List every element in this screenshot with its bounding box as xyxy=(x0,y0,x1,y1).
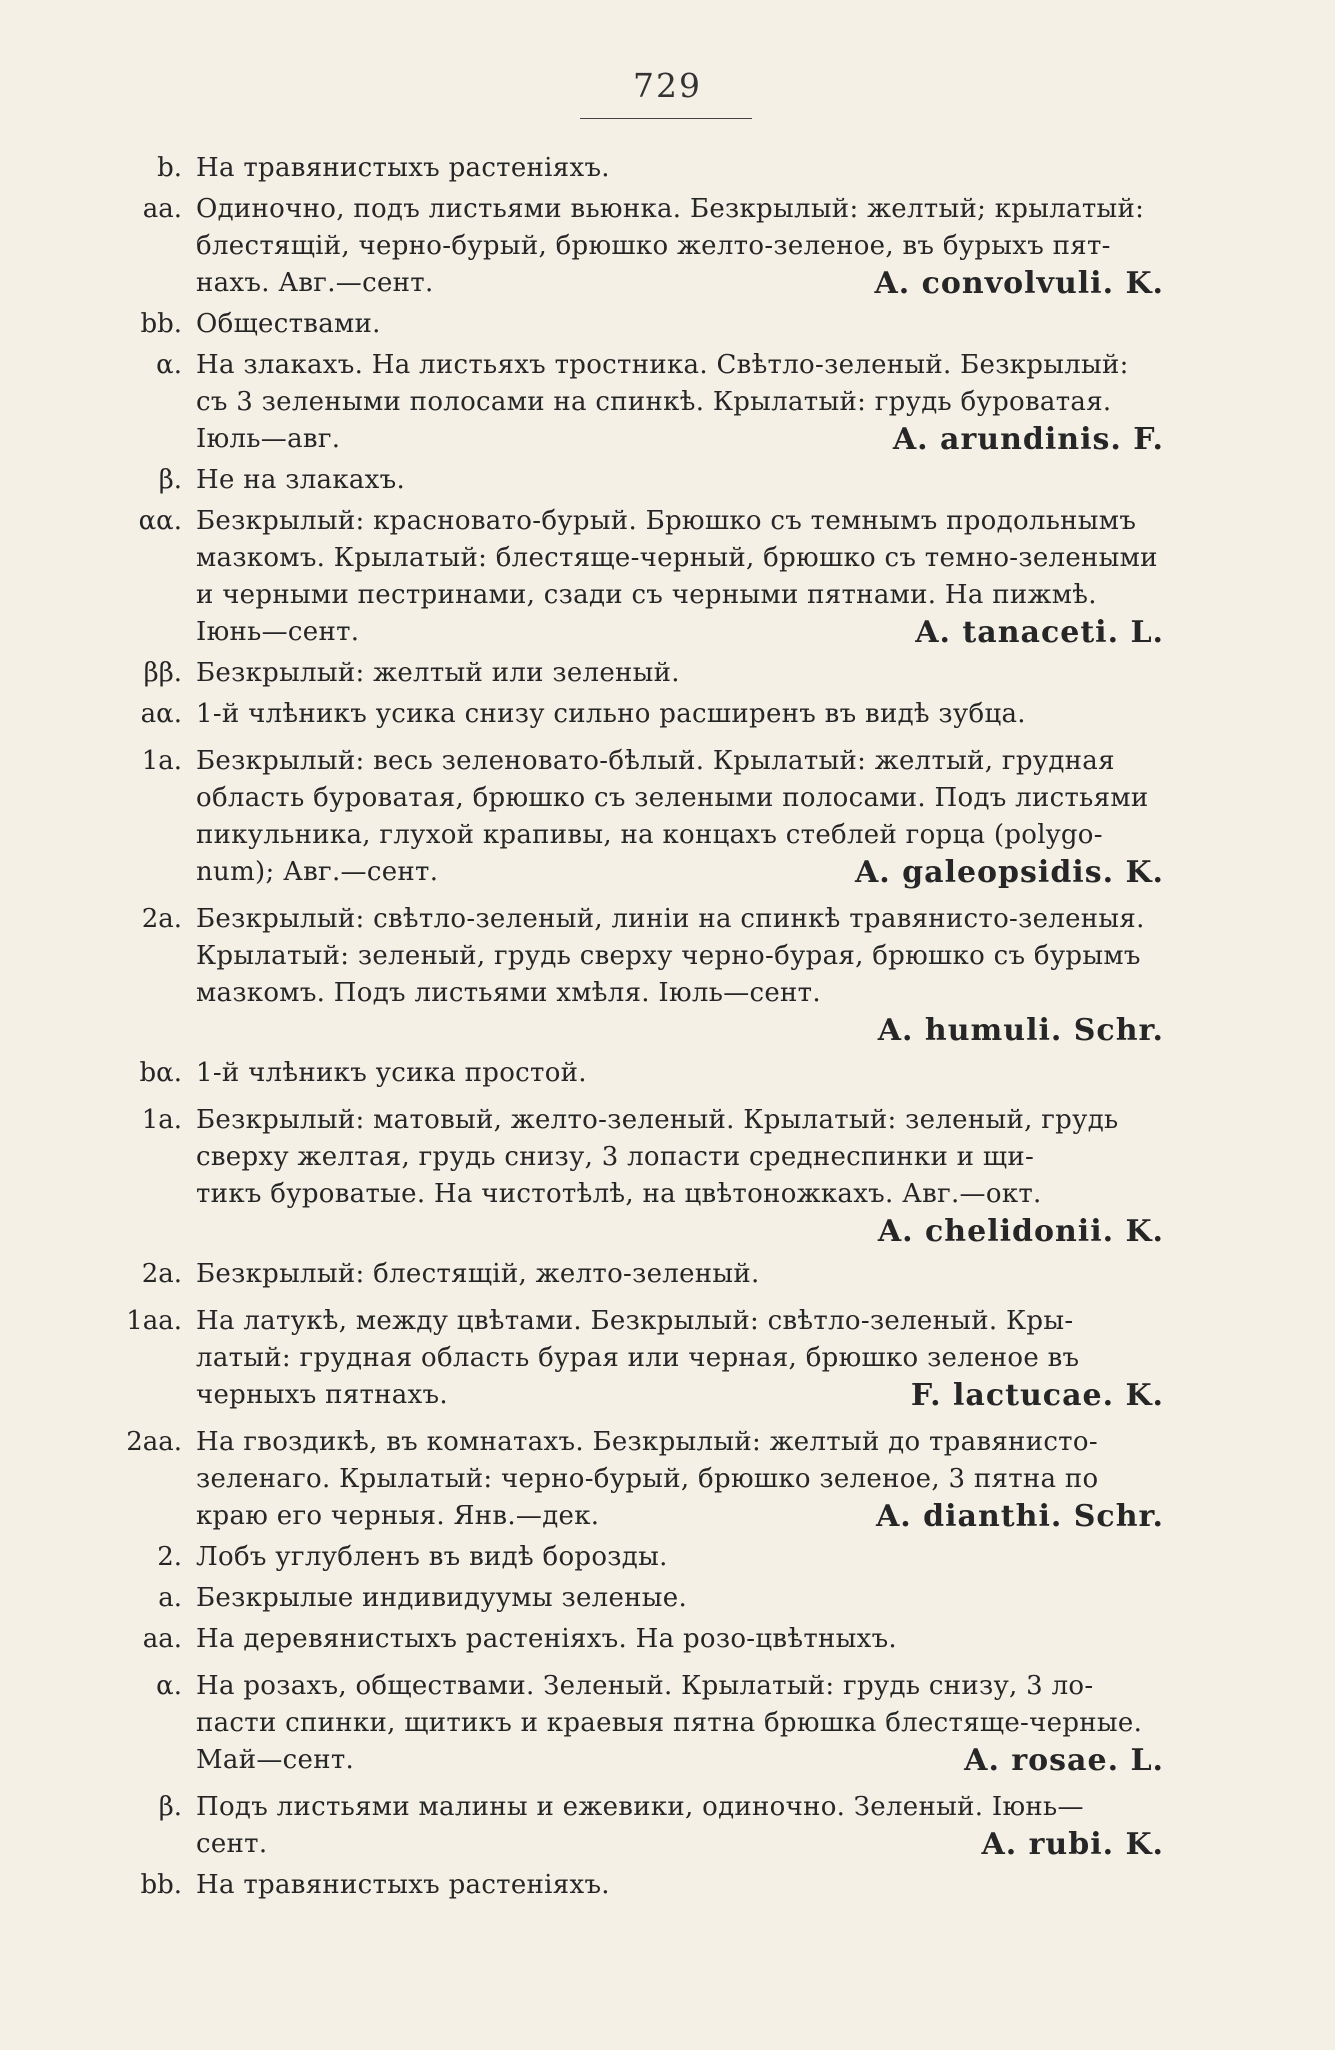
entry-text xyxy=(196,1789,1164,1863)
entry-line: и черными пестринами, сзади съ черными пятнами. На пижмѣ. xyxy=(196,580,1097,610)
entry-line: Безкрылый: весь зеленовато-бѣлый. Крылатый: желтый, грудная xyxy=(196,746,1115,776)
entry-label: aα. xyxy=(140,699,182,729)
entry-line: Безкрылые индивидуумы зеленые. xyxy=(196,1583,688,1613)
key-entry xyxy=(0,1789,1335,1863)
entry-text xyxy=(196,347,1164,458)
entry-line: Крылатый: зеленый, грудь сверху черно-бурая, брюшко съ бурымъ xyxy=(196,941,1141,971)
species-name: A. galeopsidis. K. xyxy=(854,855,1164,890)
species-name: A. arundinis. F. xyxy=(892,422,1164,457)
entry-line: На злакахъ. На листьяхъ тростника. Свѣтло-зеленый. Безкрылый: xyxy=(196,350,1129,380)
species-line xyxy=(196,1213,1164,1252)
entry-text xyxy=(196,1102,1164,1252)
entry-label: α. xyxy=(156,1671,182,1701)
entry-line: A. rosae. L. Май—сент. xyxy=(196,1743,1164,1778)
entry-label: bb. xyxy=(140,309,182,339)
key-entry xyxy=(0,1668,1335,1779)
entry-line: F. lactucae. K. черныхъ пятнахъ. xyxy=(196,1378,1164,1413)
entry-line: Безкрылый: свѣтло-зеленый, линіи на спинкѣ травянисто-зеленыя. xyxy=(196,904,1145,934)
entry-line: A. dianthi. Schr. краю его черныя. Янв.—дек. xyxy=(196,1499,1164,1534)
key-entry xyxy=(0,150,1335,187)
key-entry xyxy=(0,1621,1335,1658)
entry-line: пикульника, глухой крапивы, на концахъ стеблей горца (polygo- xyxy=(196,820,1103,850)
entry-line: A. rubi. K. сент. xyxy=(196,1827,1164,1862)
entry-line: блестящій, черно-бурый, брюшко желто-зеленое, въ бурыхъ пят- xyxy=(196,231,1111,261)
key-entry xyxy=(0,1256,1335,1293)
key-entry xyxy=(0,1303,1335,1414)
entry-label: αα. xyxy=(138,506,182,536)
entry-text xyxy=(196,306,1164,343)
entry-text xyxy=(196,1580,1164,1617)
species-name: A. chelidonii. K. xyxy=(877,1214,1164,1249)
key-entry xyxy=(0,1424,1335,1535)
species-name: A. rubi. K. xyxy=(981,1827,1164,1862)
entry-line: Одиночно, подъ листьями вьюнка. Безкрылый: желтый; крылатый: xyxy=(196,194,1145,224)
entry-label: aa. xyxy=(142,194,182,224)
entry-line: A. convolvuli. K. нахъ. Авг.—сент. xyxy=(196,266,1164,301)
entry-line: сверху желтая, грудь снизу, 3 лопасти среднеспинки и щи- xyxy=(196,1142,1035,1172)
species-name: F. lactucae. K. xyxy=(910,1378,1164,1413)
entry-text xyxy=(196,1867,1164,1904)
entry-line: A. galeopsidis. K. num); Авг.—сент. xyxy=(196,855,1164,890)
species-line xyxy=(196,1012,1164,1051)
entry-label: b. xyxy=(157,153,182,183)
entry-text xyxy=(196,1303,1164,1414)
entry-line: съ 3 зелеными полосами на спинкѣ. Крылатый: грудь буроватая. xyxy=(196,387,1112,417)
key-entry xyxy=(0,1102,1335,1252)
entry-line: На травянистыхъ растеніяхъ. xyxy=(196,153,610,183)
entry-text xyxy=(196,1621,1164,1658)
entry-text xyxy=(196,696,1164,733)
entry-line: 1-й члѣникъ усика простой. xyxy=(196,1058,587,1088)
entry-text xyxy=(196,1539,1164,1576)
entry-text xyxy=(196,655,1164,692)
entry-text xyxy=(196,503,1164,651)
key-entry xyxy=(0,462,1335,499)
entry-line: Лобъ углубленъ въ видѣ борозды. xyxy=(196,1542,668,1572)
key-entry xyxy=(0,655,1335,692)
entry-label: 2aa. xyxy=(126,1427,182,1457)
entry-label: a. xyxy=(158,1583,182,1613)
key-entry xyxy=(0,1867,1335,1904)
entry-text xyxy=(196,462,1164,499)
entry-label: 2a. xyxy=(141,1259,182,1289)
page-number-rule xyxy=(580,118,752,119)
entry-text xyxy=(196,1668,1164,1779)
entry-line: На гвоздикѣ, въ комнатахъ. Безкрылый: желтый до травянисто- xyxy=(196,1427,1098,1457)
entry-text xyxy=(196,191,1164,302)
key-entry xyxy=(0,191,1335,302)
entry-line: мазкомъ. Крылатый: блестяще-черный, брюшко съ темно-зелеными xyxy=(196,543,1158,573)
entry-label: 1aa. xyxy=(126,1306,182,1336)
key-entries xyxy=(0,150,1335,1904)
key-entry xyxy=(0,306,1335,343)
entry-line: A. arundinis. F. Іюль—авг. xyxy=(196,422,1164,457)
key-entry xyxy=(0,743,1335,891)
entry-line: Безкрылый: желтый или зеленый. xyxy=(196,658,680,688)
entry-line: Безкрылый: красновато-бурый. Брюшко съ темнымъ продольнымъ xyxy=(196,506,1137,536)
entry-line: A. tanaceti. L. Іюнь—сент. xyxy=(196,615,1164,650)
entry-line: область буроватая, брюшко съ зелеными полосами. Подъ листьями xyxy=(196,783,1149,813)
species-name: A. dianthi. Schr. xyxy=(876,1499,1164,1534)
page-number: 729 xyxy=(633,66,702,105)
entry-line: тикъ буроватые. На чистотѣлѣ, на цвѣтоножкахъ. Авг.—окт. xyxy=(196,1179,1042,1209)
entry-text xyxy=(196,1055,1164,1092)
key-entry xyxy=(0,901,1335,1051)
key-entry xyxy=(0,1580,1335,1617)
key-entry xyxy=(0,347,1335,458)
entry-text xyxy=(196,743,1164,891)
entry-line: Безкрылый: блестящій, желто-зеленый. xyxy=(196,1259,760,1289)
entry-label: 2a. xyxy=(141,904,182,934)
key-entry xyxy=(0,503,1335,651)
entry-text xyxy=(196,1424,1164,1535)
entry-label: aa. xyxy=(142,1624,182,1654)
entry-label: bb. xyxy=(140,1870,182,1900)
entry-text xyxy=(196,150,1164,187)
entry-line: Безкрылый: матовый, желто-зеленый. Крылатый: зеленый, грудь xyxy=(196,1105,1119,1135)
entry-line: На деревянистыхъ растеніяхъ. На розо-цвѣтныхъ. xyxy=(196,1624,897,1654)
key-entry xyxy=(0,696,1335,733)
species-name: A. humuli. Schr. xyxy=(877,1013,1164,1048)
entry-line: Подъ листьями малины и ежевики, одиночно. Зеленый. Іюнь— xyxy=(196,1792,1084,1822)
entry-label: β. xyxy=(158,1792,182,1822)
entry-label: 1a. xyxy=(141,1105,182,1135)
entry-line: На розахъ, обществами. Зеленый. Крылатый: грудь снизу, 3 ло- xyxy=(196,1671,1094,1701)
key-entry xyxy=(0,1539,1335,1576)
entry-line: Не на злакахъ. xyxy=(196,465,406,495)
entry-label: bα. xyxy=(139,1058,182,1088)
species-name: A. tanaceti. L. xyxy=(915,615,1164,650)
entry-label: 2. xyxy=(157,1542,182,1572)
entry-line: На травянистыхъ растеніяхъ. xyxy=(196,1870,610,1900)
entry-line: На латукѣ, между цвѣтами. Безкрылый: свѣтло-зеленый. Кры- xyxy=(196,1306,1074,1336)
entry-line: зеленаго. Крылатый: черно-бурый, брюшко зеленое, 3 пятна по xyxy=(196,1464,1099,1494)
entry-label: α. xyxy=(156,350,182,380)
entry-line: латый: грудная область бурая или черная, брюшко зеленое въ xyxy=(196,1343,1080,1373)
species-name: A. rosae. L. xyxy=(964,1743,1164,1778)
entry-label: β. xyxy=(158,465,182,495)
entry-line: пасти спинки, щитикъ и краевыя пятна брюшка блестяще-черные. xyxy=(196,1708,1143,1738)
entry-text xyxy=(196,1256,1164,1293)
entry-line: Обществами. xyxy=(196,309,381,339)
entry-label: 1a. xyxy=(141,746,182,776)
species-name: A. convolvuli. K. xyxy=(874,266,1164,301)
key-entry xyxy=(0,1055,1335,1092)
entry-label: ββ. xyxy=(143,658,182,688)
entry-line: 1-й члѣникъ усика снизу сильно расширенъ въ видѣ зубца. xyxy=(196,699,1026,729)
entry-line: мазкомъ. Подъ листьями хмѣля. Іюль—сент. xyxy=(196,978,821,1008)
entry-text xyxy=(196,901,1164,1051)
